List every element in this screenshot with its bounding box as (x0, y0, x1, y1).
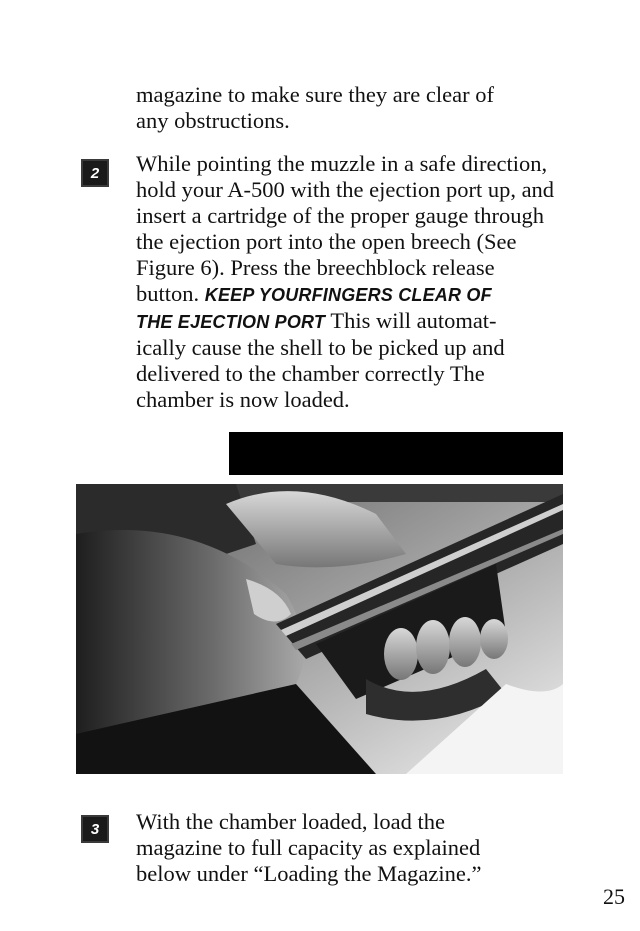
step-2-paragraph (136, 151, 596, 413)
text-line: insert a cartridge of the proper gauge through (136, 203, 544, 228)
text-line: delivered to the chamber correctly The (136, 361, 485, 386)
warning-text-1: KEEP YOURFINGERS CLEAR OF (204, 285, 492, 305)
continued-paragraph (136, 82, 596, 134)
text-line: chamber is now loaded. (136, 387, 350, 412)
continuation-text: This will automat- (330, 308, 497, 333)
warning-text-2: THE EJECTION PORT (136, 312, 326, 332)
text-line: Figure 6). Press the breechblock release (136, 255, 495, 280)
text-line: the ejection port into the open breech (See (136, 229, 517, 254)
step-3-paragraph (136, 809, 596, 887)
text-line: ically cause the shell to be picked up and (136, 335, 505, 360)
text-line: While pointing the muzzle in a safe direction, (136, 151, 548, 176)
step-3-badge: 3 (81, 815, 109, 843)
page-number: 25 (603, 884, 625, 909)
button-word: button. (136, 281, 200, 306)
text-line (136, 308, 596, 335)
text-line: any obstructions. (136, 108, 290, 133)
shotgun-loading-photo (76, 484, 563, 774)
text-line (136, 281, 596, 308)
redacted-caption-bar (229, 432, 563, 475)
text-line: magazine to full capacity as explained (136, 835, 481, 860)
text-line: below under “Loading the Magazine.” (136, 861, 482, 886)
step-2-badge: 2 (81, 159, 109, 187)
text-line: hold your A-500 with the ejection port up, and (136, 177, 555, 202)
text-line: With the chamber loaded, load the (136, 809, 445, 834)
text-line: magazine to make sure they are clear of (136, 82, 494, 107)
